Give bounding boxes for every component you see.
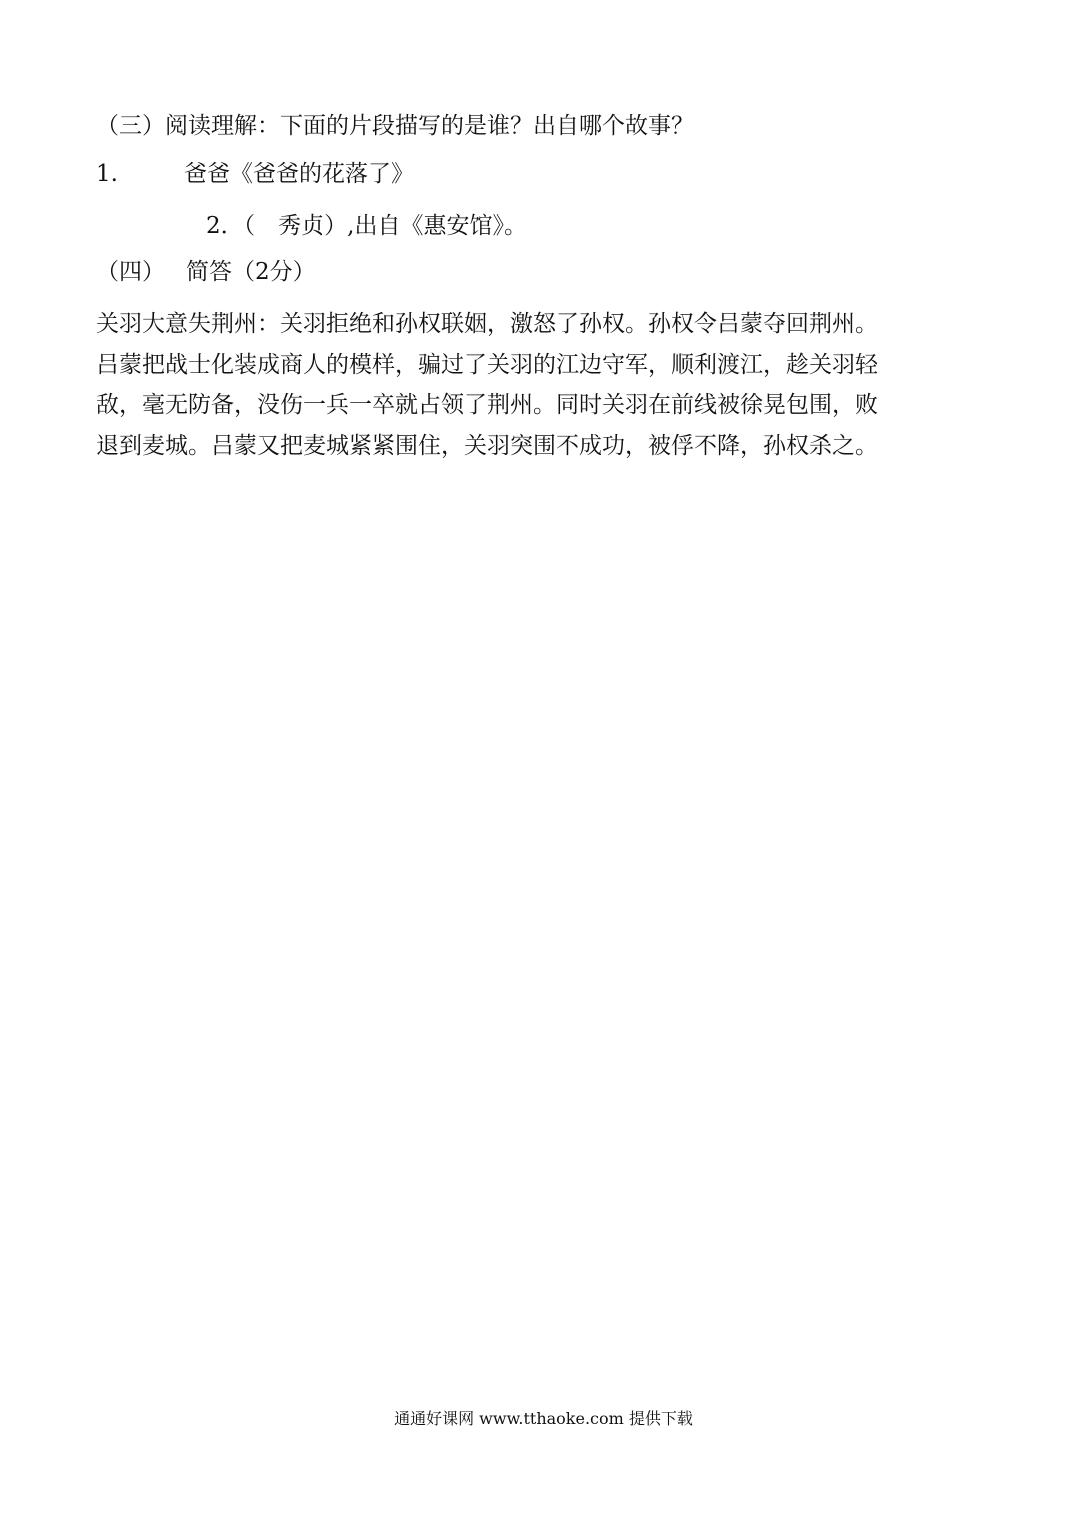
section4-label: （四） <box>96 259 165 285</box>
section3-heading: （三）阅读理解：下面的片段描写的是谁？出自哪个故事？ <box>96 113 694 139</box>
section4-title: 简答（2分） <box>186 259 316 285</box>
paragraph-line: 吕蒙把战士化装成商人的模样，骗过了关羽的江边守军，顺利渡江，趁关羽轻 <box>96 351 878 378</box>
answer-paragraph <box>96 304 956 466</box>
paragraph-line: 关羽大意失荆州：关羽拒绝和孙权联姻，激怒了孙权。孙权令吕蒙夺回荆州。 <box>96 311 878 337</box>
paragraph-line: 敌，毫无防备，没伤一兵一卒就占领了荆州。同时关羽在前线被徐晃包围，败 <box>96 392 878 418</box>
item1-answer: 爸爸《爸爸的花落了》 <box>184 161 414 187</box>
paragraph-line: 退到麦城。吕蒙又把麦城紧紧围住，关羽突围不成功，被俘不降，孙权杀之。 <box>96 432 878 459</box>
item1-number: 1. <box>96 161 118 187</box>
item2-answer: 2．（ 秀贞）,出自《惠安馆》。 <box>206 213 527 239</box>
page-footer: 通通好课网 www.tthaoke.com 提供下载 <box>394 1409 693 1428</box>
